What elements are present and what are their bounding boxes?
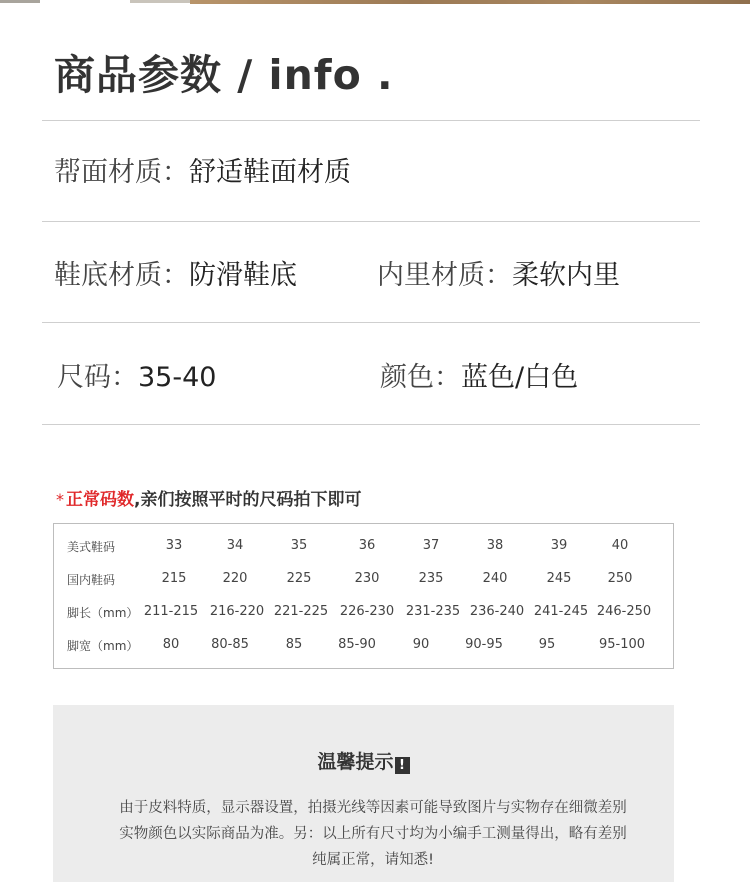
table-cell: 85-90: [338, 637, 376, 652]
table-row: [54, 604, 673, 624]
divider: [42, 120, 700, 121]
table-cell: 226-230: [339, 604, 395, 619]
table-cell: 33: [165, 538, 183, 553]
param-value: 35-40: [138, 362, 217, 393]
notice-line: 实物颜色以实际商品为准。另：以上所有尺寸均为小编手工测量得出，略有差别: [119, 826, 627, 842]
top-image-fragment: [0, 0, 40, 3]
table-cell: 215: [161, 571, 187, 586]
table-cell: 220: [222, 571, 248, 586]
table-cell: 85: [285, 637, 303, 652]
table-row: [54, 571, 673, 591]
notice-text: [93, 795, 653, 873]
notice-box: [53, 705, 674, 882]
table-cell: 225: [286, 571, 312, 586]
param-color: [380, 355, 578, 394]
section-title: 商品参数 / info .: [54, 51, 394, 99]
table-cell: 80-85: [211, 637, 249, 652]
notice-line: 由于皮料特质，显示器设置，拍摄光线等因素可能导致图片与实物存在细微差别: [119, 800, 627, 816]
param-value: 舒适鞋面材质: [189, 157, 351, 188]
table-row: [54, 637, 673, 657]
table-cell: 230: [354, 571, 380, 586]
notice-title-text: 温馨提示: [317, 751, 394, 773]
top-image-strip: [0, 0, 750, 4]
param-label: 内里材质：: [377, 260, 512, 291]
param-lining-material: [377, 253, 620, 292]
table-cell: 245: [546, 571, 572, 586]
notice-line: 纯属正常，请知悉!: [312, 852, 434, 868]
top-image-fragment: [190, 0, 750, 4]
table-cell: 80: [162, 637, 180, 652]
table-cell: 36: [358, 538, 376, 553]
param-label: 颜色：: [380, 362, 461, 393]
table-cell: 34: [226, 538, 244, 553]
size-note: [56, 485, 361, 510]
notice-title: [53, 747, 674, 774]
table-cell: 95: [538, 637, 556, 652]
divider: [42, 322, 700, 323]
table-cell: 38: [486, 538, 504, 553]
param-label: 鞋底材质：: [54, 260, 189, 291]
param-size: [57, 355, 216, 394]
table-cell: 39: [550, 538, 568, 553]
table-cell: 236-240: [469, 604, 525, 619]
param-upper-material: [54, 150, 351, 189]
table-cell: 250: [607, 571, 633, 586]
param-value: 蓝色/白色: [461, 362, 579, 393]
table-cell: 37: [422, 538, 440, 553]
row-label: 美式鞋码: [67, 540, 116, 554]
table-cell: 90: [412, 637, 430, 652]
param-value: 防滑鞋底: [189, 260, 297, 291]
table-cell: 231-235: [405, 604, 461, 619]
param-label: 帮面材质：: [54, 157, 189, 188]
exclamation-icon: !: [395, 757, 410, 774]
param-value: 柔软内里: [512, 260, 620, 291]
asterisk-icon: *: [56, 490, 64, 509]
row-label: 国内鞋码: [67, 573, 116, 587]
param-label: 尺码：: [57, 362, 138, 393]
row-label: 脚长（mm）: [67, 606, 139, 620]
size-note-highlight: 正常码数: [66, 490, 134, 510]
size-table: [53, 523, 674, 669]
table-cell: 40: [611, 538, 629, 553]
table-cell: 95-100: [598, 637, 646, 652]
table-cell: 211-215: [143, 604, 199, 619]
table-cell: 235: [418, 571, 444, 586]
size-note-text: ,亲们按照平时的尺码拍下即可: [134, 490, 362, 510]
table-cell: 246-250: [596, 604, 652, 619]
row-label: 脚宽（mm）: [67, 639, 139, 653]
table-cell: 221-225: [273, 604, 329, 619]
divider: [42, 424, 700, 425]
table-cell: 35: [290, 538, 308, 553]
table-cell: 241-245: [533, 604, 589, 619]
table-cell: 216-220: [209, 604, 265, 619]
table-cell: 90-95: [465, 637, 503, 652]
table-row: [54, 538, 673, 558]
table-cell: 240: [482, 571, 508, 586]
param-sole-material: [54, 253, 297, 292]
divider: [42, 221, 700, 222]
